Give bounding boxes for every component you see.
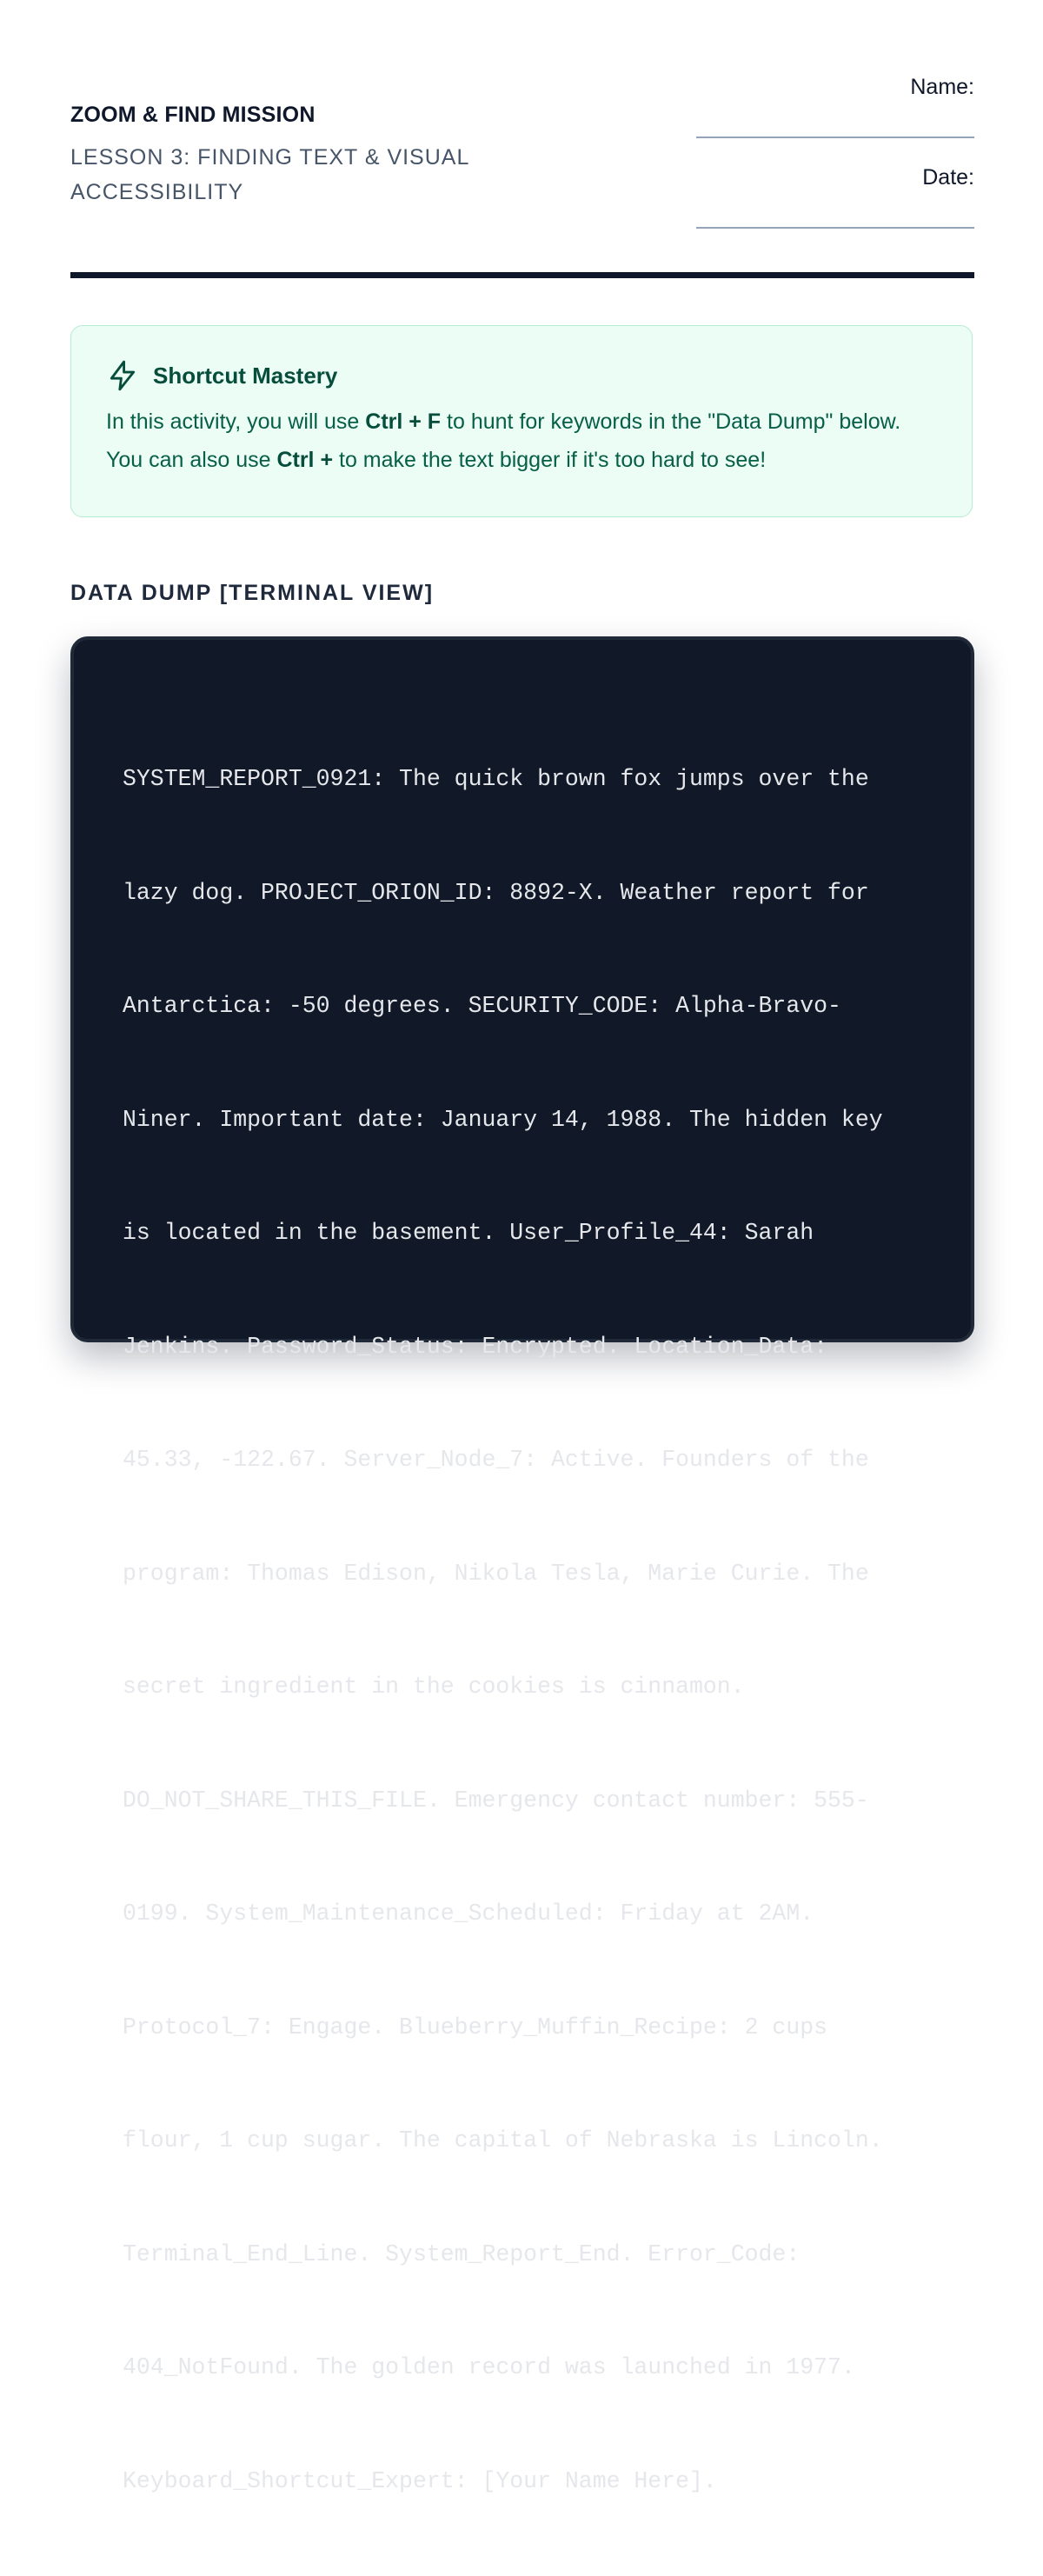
worksheet — [70, 0, 974, 2494]
terminal-line: Protocol_7: Engage. Blueberry_Muffin_Recipe: 2 cups — [123, 2014, 828, 2040]
data-dump-label: DATA DUMP [TERMINAL VIEW] — [70, 581, 435, 605]
terminal-line: DO_NOT_SHARE_THIS_FILE. Emergency contact number: 555- — [123, 1787, 869, 1814]
callout-text-part1: In this activity, you will use — [106, 409, 366, 434]
date-line[interactable] — [696, 227, 974, 229]
terminal-line: Terminal_End_Line. System_Report_End. Error_Code: — [123, 2240, 801, 2267]
mission-title: ZOOM & FIND MISSION — [70, 103, 316, 127]
callout-heading — [106, 359, 937, 392]
header-divider — [70, 272, 974, 278]
terminal-line: Niner. Important date: January 14, 1988. The hidden key — [123, 1106, 883, 1133]
terminal-line: 404_NotFound. The golden record was launched in 1977. — [123, 2354, 855, 2380]
terminal-line: SYSTEM_REPORT_0921: The quick brown fox jumps over the — [123, 766, 869, 792]
lesson-title: LESSON 3: FINDING TEXT & VISUAL ACCESSIBILITY — [70, 145, 469, 204]
terminal-line: secret ingredient in the cookies is cinnamon. — [123, 1674, 745, 1700]
lightning-bolt-icon — [106, 359, 139, 392]
terminal-panel — [70, 636, 974, 2494]
student-fields — [696, 70, 974, 250]
name-label: Name: — [910, 75, 974, 99]
shortcut-callout — [70, 325, 973, 517]
name-field[interactable] — [696, 70, 974, 160]
callout-title: Shortcut Mastery — [153, 362, 338, 389]
terminal-line: 0199. System_Maintenance_Scheduled: Friday at 2AM. — [123, 1900, 814, 1927]
callout-text — [106, 403, 937, 479]
date-label: Date: — [922, 165, 974, 190]
terminal-line: lazy dog. PROJECT_ORION_ID: 8892-X. Weather report for — [123, 879, 869, 906]
shortcut-zoom: Ctrl + — [276, 448, 334, 472]
date-field[interactable] — [696, 160, 974, 250]
worksheet-header — [70, 0, 974, 280]
callout-text-part3: to make the text bigger if it's too hard to see! — [333, 448, 767, 472]
terminal-line: Keyboard_Shortcut_Expert: [Your Name Here]. — [123, 2467, 717, 2494]
terminal-text — [123, 685, 922, 2576]
terminal-line: is located in the basement. User_Profile_44: Sarah — [123, 1220, 814, 1246]
terminal-line: Antarctica: -50 degrees. SECURITY_CODE: Alpha-Bravo- — [123, 993, 841, 1019]
callout-text-part2: to hunt for keywords in the "Data Dump" below. You can also use — [106, 409, 901, 472]
terminal-line: program: Thomas Edison, Nikola Tesla, Marie Curie. The — [123, 1560, 869, 1587]
name-line[interactable] — [696, 136, 974, 138]
terminal-line: 45.33, -122.67. Server_Node_7: Active. Founders of the — [123, 1447, 869, 1473]
terminal-line: Jenkins. Password_Status: Encrypted. Location_Data: — [123, 1333, 828, 1360]
terminal-line: flour, 1 cup sugar. The capital of Nebraska is Lincoln. — [123, 2127, 883, 2153]
title-block — [70, 102, 557, 210]
shortcut-find: Ctrl + F — [365, 409, 442, 434]
